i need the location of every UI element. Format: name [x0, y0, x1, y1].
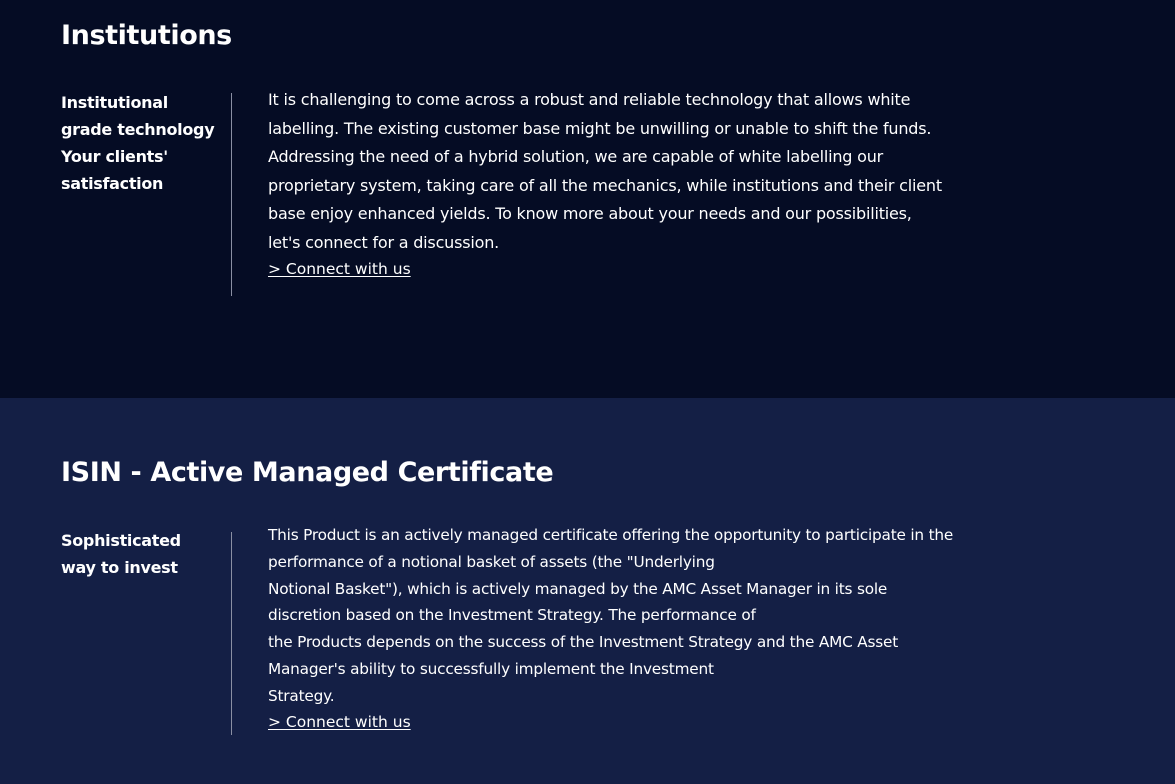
description-line: discretion based on the Investment Strategy. The performance of [268, 606, 756, 625]
description-line: Addressing the need of a hybrid solution, we are capable of white labelling our [268, 147, 884, 167]
section-title: ISIN - Active Managed Certificate [61, 457, 554, 488]
description-line: performance of a notional basket of assets (the "Underlying [268, 552, 715, 571]
side-label-line: Your clients' [61, 147, 168, 166]
description-line: Manager's ability to successfully implement the Investment [268, 659, 714, 678]
description-line: the Products depends on the success of the Investment Strategy and the AMC Asset [268, 633, 899, 652]
description-line: proprietary system, taking care of all the mechanics, while institutions and their client [268, 175, 942, 195]
connect-with-us-link[interactable]: > Connect with us [268, 713, 411, 731]
section-title: Institutions [61, 20, 232, 51]
description-line: labelling. The existing customer base might be unwilling or unable to shift the funds. [268, 118, 932, 138]
vertical-divider [231, 93, 232, 296]
description-line: Strategy. [268, 686, 335, 705]
side-label-line: Institutional [61, 93, 168, 112]
side-label-line: Sophisticated [61, 531, 181, 550]
side-label [61, 89, 226, 197]
description-text [268, 522, 998, 710]
vertical-divider [231, 532, 232, 735]
description-line: let's connect for a discussion. [268, 232, 500, 252]
side-label-line: way to invest [61, 558, 178, 577]
description-line: This Product is an actively managed certificate offering the opportunity to participate in the [268, 526, 954, 544]
side-label-line: grade technology [61, 120, 215, 139]
description-text [268, 86, 998, 258]
side-label-line: satisfaction [61, 174, 164, 193]
side-label [61, 527, 226, 581]
description-line: It is challenging to come across a robust and reliable technology that allows white [268, 90, 911, 109]
description-line: Notional Basket"), which is actively managed by the AMC Asset Manager in its sole [268, 579, 888, 598]
description-line: base enjoy enhanced yields. To know more about your needs and our possibilities, [268, 204, 912, 224]
isin-section [0, 398, 1175, 784]
connect-with-us-link[interactable]: > Connect with us [268, 260, 411, 278]
